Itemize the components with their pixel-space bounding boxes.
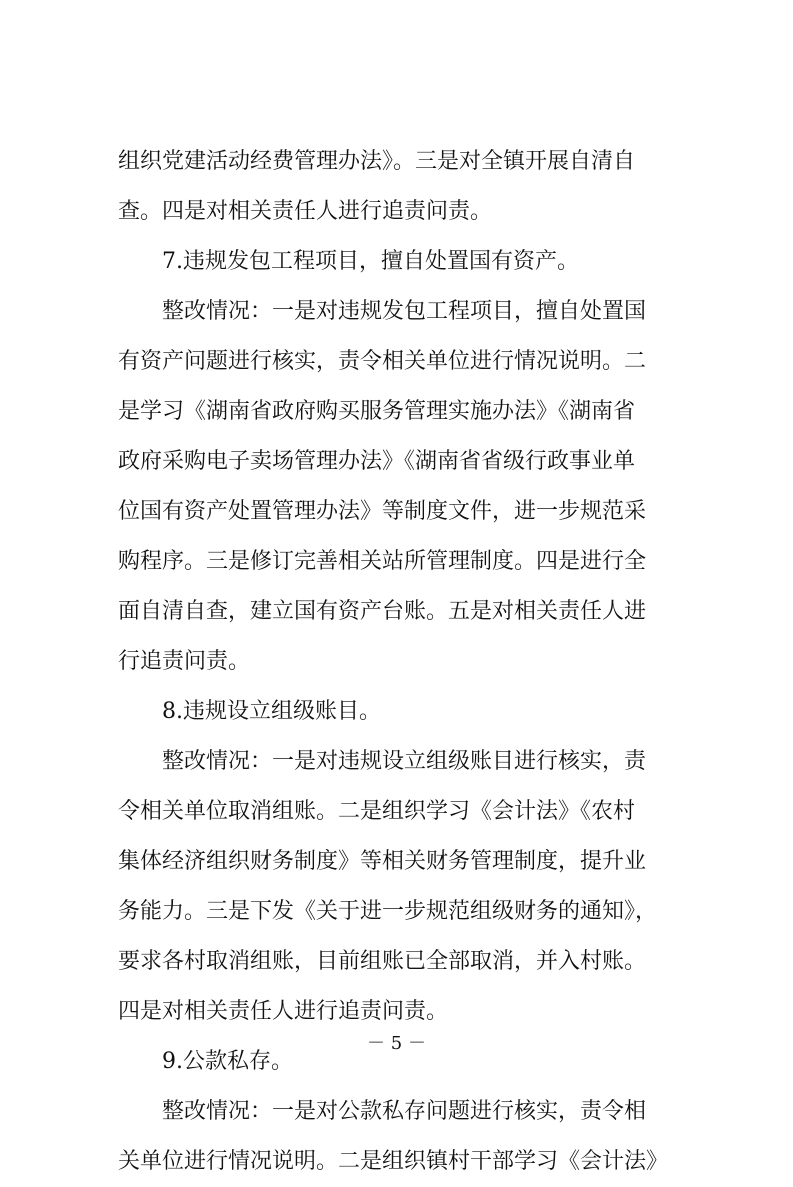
text-line: 面自清自查，建立国有资产台账。五是对相关责任人进: [118, 599, 647, 624]
text-line: 购程序。三是修订完善相关站所管理制度。四是进行全: [118, 549, 647, 574]
text-line: 有资产问题进行核实，责令相关单位进行情况说明。二: [118, 349, 647, 374]
text-line: 8.违规设立组级账目。: [162, 699, 381, 724]
text-line: 9.公款私存。: [162, 1049, 293, 1074]
document-body: [118, 137, 692, 1187]
page-number: － 5 －: [367, 1033, 426, 1054]
text-line: 整改情况：一是对违规设立组级账目进行核实，责: [162, 749, 647, 774]
text-line: 集体经济组织财务制度》等相关财务管理制度，提升业: [118, 849, 647, 874]
text-line: 要求各村取消组账，目前组账已全部取消，并入村账。: [118, 949, 647, 974]
text-line: 政府采购电子卖场管理办法》《湖南省省级行政事业单: [118, 449, 636, 474]
text-line: 整改情况：一是对公款私存问题进行核实，责令相: [162, 1099, 647, 1124]
text-line: 关单位进行情况说明。二是组织镇村干部学习《会计法》: [118, 1149, 669, 1174]
text-line: 组织党建活动经费管理办法》。三是对全镇开展自清自: [118, 149, 636, 174]
text-line: 四是对相关责任人进行追责问责。: [118, 999, 449, 1024]
text-line: 整改情况：一是对违规发包工程项目，擅自处置国: [162, 299, 647, 324]
text-line: 位国有资产处置管理办法》等制度文件，进一步规范采: [118, 499, 647, 524]
text-line: 令相关单位取消组账。二是组织学习《会计法》《农村: [118, 799, 636, 824]
text-line: 是学习《湖南省政府购买服务管理实施办法》《湖南省: [118, 399, 636, 424]
text-line: 务能力。三是下发《关于进一步规范组级财务的通知》，: [118, 899, 658, 924]
text-line: 查。四是对相关责任人进行追责问责。: [118, 199, 493, 224]
text-line: 7.违规发包工程项目，擅自处置国有资产。: [162, 249, 579, 274]
text-line: 行追责问责。: [118, 649, 251, 674]
